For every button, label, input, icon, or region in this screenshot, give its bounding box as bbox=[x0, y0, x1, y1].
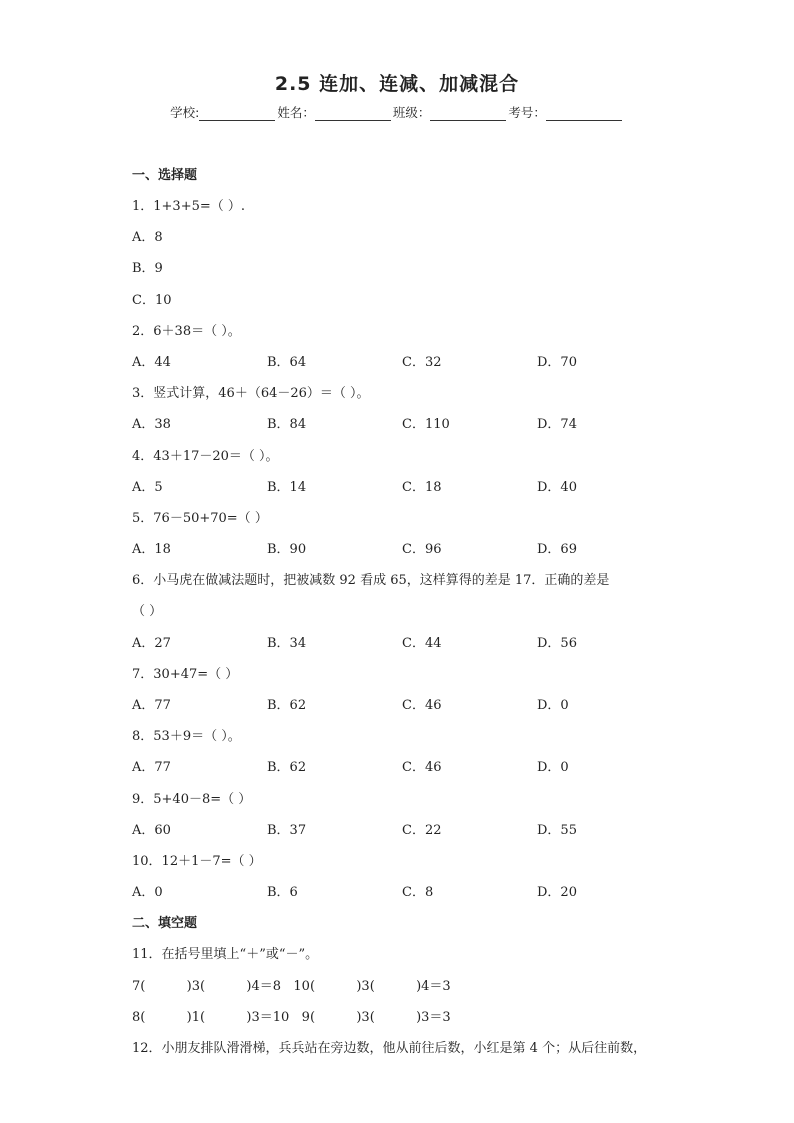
question-stem: 9．5+40－8=（ ） bbox=[132, 791, 252, 807]
number-field bbox=[508, 103, 624, 121]
option-d[interactable]: D．69 bbox=[537, 542, 577, 558]
option-c[interactable]: C．46 bbox=[402, 698, 442, 713]
options-row bbox=[132, 540, 672, 571]
option-d[interactable]: D．0 bbox=[537, 698, 569, 713]
option-c[interactable]: C．32 bbox=[402, 354, 442, 370]
option-a[interactable]: A．60 bbox=[132, 822, 171, 838]
option-c[interactable]: C．8 bbox=[402, 885, 434, 901]
question-stem: 2．6＋38＝（ ）。 bbox=[132, 323, 241, 339]
option-a[interactable]: A．27 bbox=[132, 635, 171, 651]
options-row bbox=[132, 478, 672, 509]
option-d[interactable]: D．20 bbox=[537, 885, 577, 901]
options-row bbox=[132, 634, 672, 665]
option-c[interactable]: C．110 bbox=[402, 417, 450, 433]
question-stem: 5．76－50+70=（ ） bbox=[132, 510, 268, 526]
option-b[interactable]: B．62 bbox=[267, 760, 307, 776]
option-d[interactable]: D．56 bbox=[537, 635, 577, 651]
option-a[interactable]: A．38 bbox=[132, 417, 171, 433]
question-stem: 6．小马虎在做减法题时，把被减数 92 看成 65，这样算得的差是 17．正确的差是 bbox=[132, 573, 610, 589]
question-stem: 4．43＋17－20＝（ ）。 bbox=[132, 448, 279, 464]
question-stem: 1．1+3+5=（ ）. bbox=[132, 199, 246, 214]
option-c[interactable]: C．44 bbox=[402, 635, 442, 651]
option-b[interactable]: B．84 bbox=[267, 417, 307, 433]
option-b[interactable]: B．9 bbox=[132, 261, 163, 277]
option-a[interactable]: A．77 bbox=[132, 760, 171, 776]
options-row bbox=[132, 415, 672, 446]
fill-line-2[interactable]: 8( )1( )3＝10 9( )3( )3＝3 bbox=[132, 1009, 451, 1025]
option-c[interactable]: C．96 bbox=[402, 542, 442, 558]
option-a[interactable]: A．18 bbox=[132, 542, 171, 558]
question-stem: 7．30+47=（ ） bbox=[132, 666, 239, 682]
option-a[interactable]: A．0 bbox=[132, 885, 163, 901]
option-d[interactable]: D．40 bbox=[537, 479, 577, 495]
option-a[interactable]: A．44 bbox=[132, 354, 171, 370]
option-c[interactable]: C．10 bbox=[132, 292, 172, 308]
school-label: 学校: bbox=[170, 105, 200, 120]
option-c[interactable]: C．46 bbox=[402, 760, 442, 776]
option-c[interactable]: C．18 bbox=[402, 479, 442, 495]
number-blank[interactable] bbox=[546, 106, 622, 121]
option-d[interactable]: D．55 bbox=[537, 822, 577, 838]
option-b[interactable]: B．14 bbox=[267, 479, 307, 495]
name-field bbox=[277, 103, 393, 121]
school-field bbox=[170, 103, 277, 121]
options-row bbox=[132, 353, 672, 384]
class-blank[interactable] bbox=[430, 106, 506, 121]
options-row bbox=[132, 821, 672, 852]
option-a[interactable]: A．5 bbox=[132, 479, 163, 495]
fill-line-1[interactable]: 7( )3( )4＝8 10( )3( )4＝3 bbox=[132, 978, 451, 994]
option-b[interactable]: B．34 bbox=[267, 635, 307, 651]
option-d[interactable]: D．70 bbox=[537, 354, 577, 370]
questions-content bbox=[132, 166, 672, 1070]
number-label: 考号： bbox=[508, 105, 546, 120]
section-fill-heading: 二、填空题 bbox=[132, 916, 198, 932]
question-stem-continued: （ ） bbox=[132, 604, 163, 620]
name-label: 姓名： bbox=[277, 105, 315, 120]
option-c[interactable]: C．22 bbox=[402, 822, 442, 838]
option-a[interactable]: A．8 bbox=[132, 230, 163, 246]
student-info-row bbox=[0, 103, 794, 121]
question-stem: 10．12＋1－7=（ ） bbox=[132, 853, 262, 869]
question-stem: 3．竖式计算，46＋（64－26）＝（ ）。 bbox=[132, 386, 370, 402]
option-a[interactable]: A．77 bbox=[132, 698, 171, 713]
class-field bbox=[393, 103, 509, 121]
option-d[interactable]: D．74 bbox=[537, 417, 577, 433]
options-row bbox=[132, 883, 672, 914]
options-row bbox=[132, 758, 672, 789]
name-blank[interactable] bbox=[315, 106, 391, 121]
question-stem: 8．53＋9＝（ ）。 bbox=[132, 729, 241, 745]
option-b[interactable]: B．90 bbox=[267, 542, 307, 558]
class-label: 班级： bbox=[392, 105, 431, 120]
option-d[interactable]: D．0 bbox=[537, 760, 569, 776]
option-b[interactable]: B．62 bbox=[267, 698, 307, 713]
question-stem: 11．在括号里填上“＋”或“－”。 bbox=[132, 947, 319, 963]
page-title: 2.5 连加、连减、加减混合 bbox=[274, 73, 520, 95]
options-row bbox=[132, 696, 672, 727]
school-blank[interactable] bbox=[199, 106, 275, 121]
question-stem: 12．小朋友排队滑滑梯，兵兵站在旁边数，他从前往后数，小红是第 4 个；从后往前数， bbox=[132, 1040, 647, 1056]
option-b[interactable]: B．6 bbox=[267, 885, 298, 901]
section-choice-heading: 一、选择题 bbox=[132, 168, 198, 183]
option-b[interactable]: B．64 bbox=[267, 354, 307, 370]
option-b[interactable]: B．37 bbox=[267, 822, 307, 838]
